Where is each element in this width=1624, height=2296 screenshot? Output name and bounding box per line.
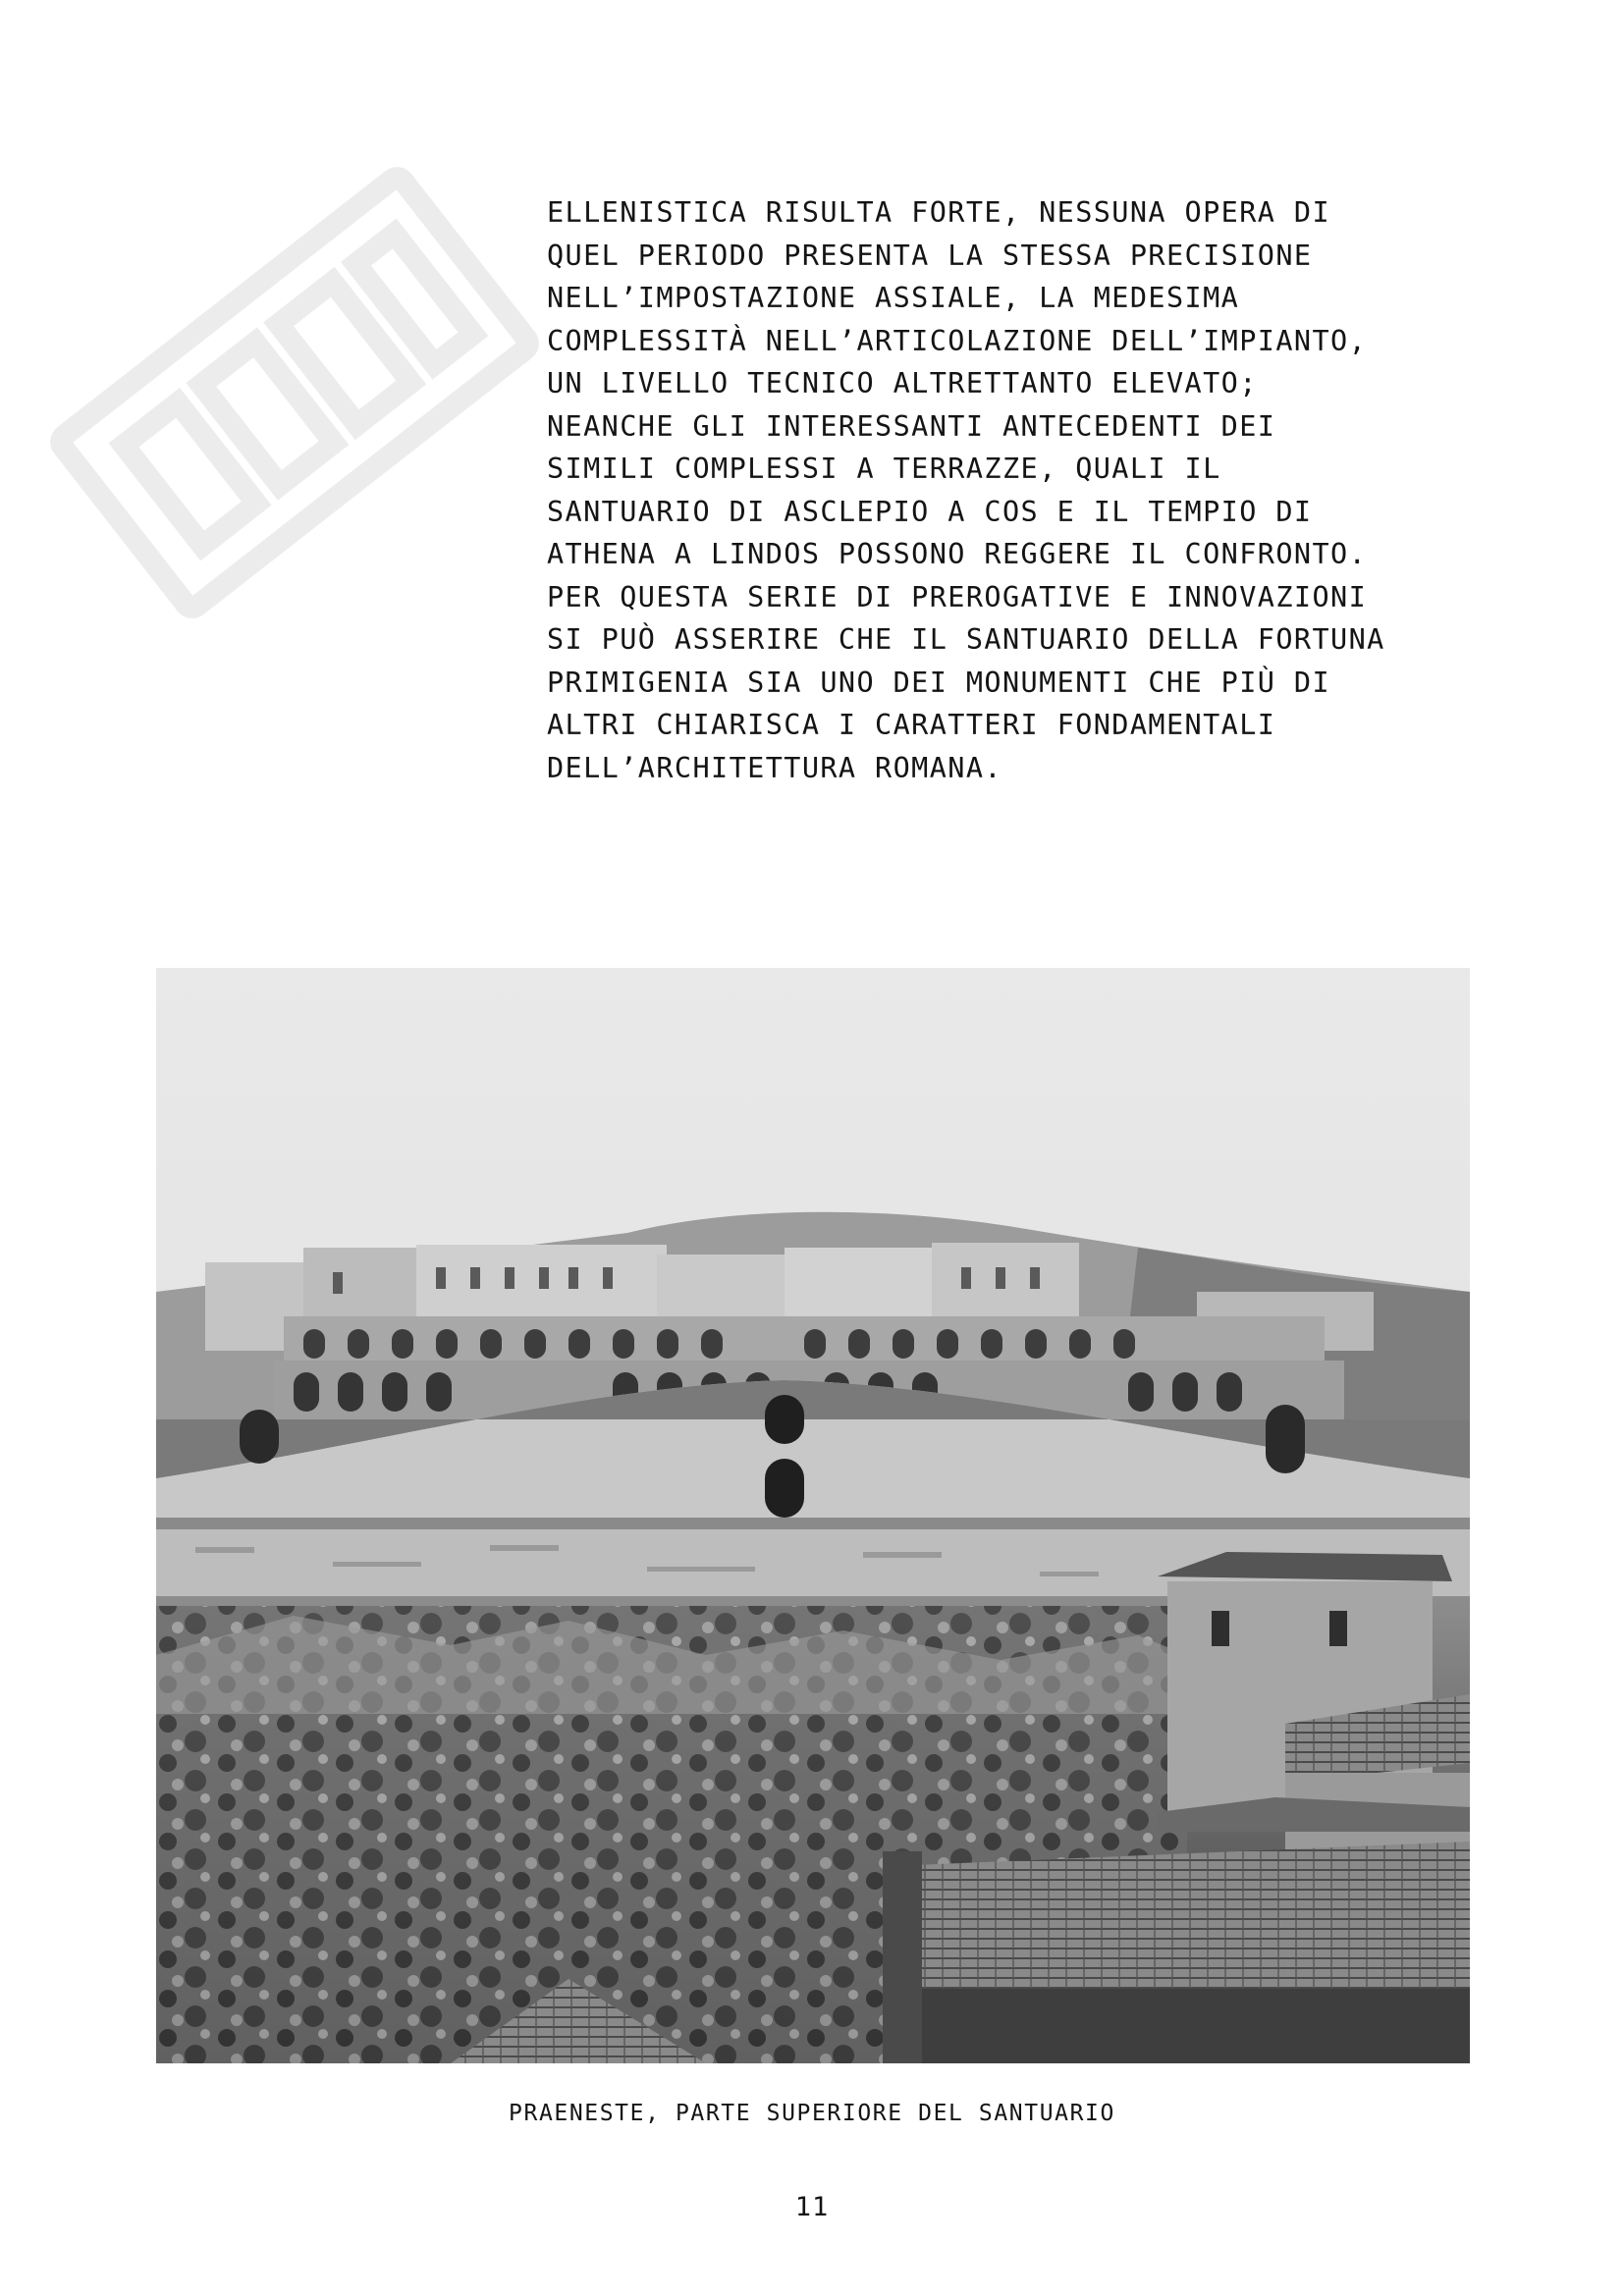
body-line: SANTUARIO DI ASCLEPIO A COS E IL TEMPIO DI (547, 495, 1313, 528)
body-line: PRIMIGENIA SIA UNO DEI MONUMENTI CHE PIÙ DI (547, 666, 1331, 699)
body-line: DELL’ARCHITETTURA ROMANA. (547, 751, 1002, 784)
body-line: ELLENISTICA RISULTA FORTE, NESSUNA OPERA DI (547, 196, 1331, 229)
figure-caption: PRAENESTE, PARTE SUPERIORE DEL SANTUARIO (509, 2101, 1115, 2126)
body-line: UN LIVELLO TECNICO ALTRETTANTO ELEVATO; (547, 367, 1258, 400)
body-line: ATHENA A LINDOS POSSONO REGGERE IL CONFRONTO. (547, 538, 1368, 570)
body-line: COMPLESSITÀ NELL’ARTICOLAZIONE DELL’IMPIANTO, (547, 324, 1368, 357)
page-number: 11 (794, 2192, 830, 2222)
body-line: ALTRI CHIARISCA I CARATTERI FONDAMENTALI (547, 709, 1276, 741)
body-line: NELL’IMPOSTAZIONE ASSIALE, LA MEDESIMA (547, 282, 1240, 314)
body-line: SIMILI COMPLESSI A TERRAZZE, QUALI IL (547, 453, 1221, 485)
body-line: NEANCHE GLI INTERESSANTI ANTECEDENTI DEI (547, 409, 1276, 443)
body-line: PER QUESTA SERIE DI PREROGATIVE E INNOVAZIONI (547, 580, 1368, 614)
body-paragraph (547, 191, 1548, 789)
body-line: QUEL PERIODO PRESENTA LA STESSA PRECISIONE (547, 239, 1313, 272)
watermark-stamp-graphic (39, 118, 550, 667)
sanctuary-photo-graphic (156, 968, 1470, 2063)
watermark-stamp (39, 118, 550, 667)
sanctuary-photo (156, 968, 1470, 2063)
body-line: SI PUÒ ASSERIRE CHE IL SANTUARIO DELLA FORTUNA (547, 623, 1385, 656)
